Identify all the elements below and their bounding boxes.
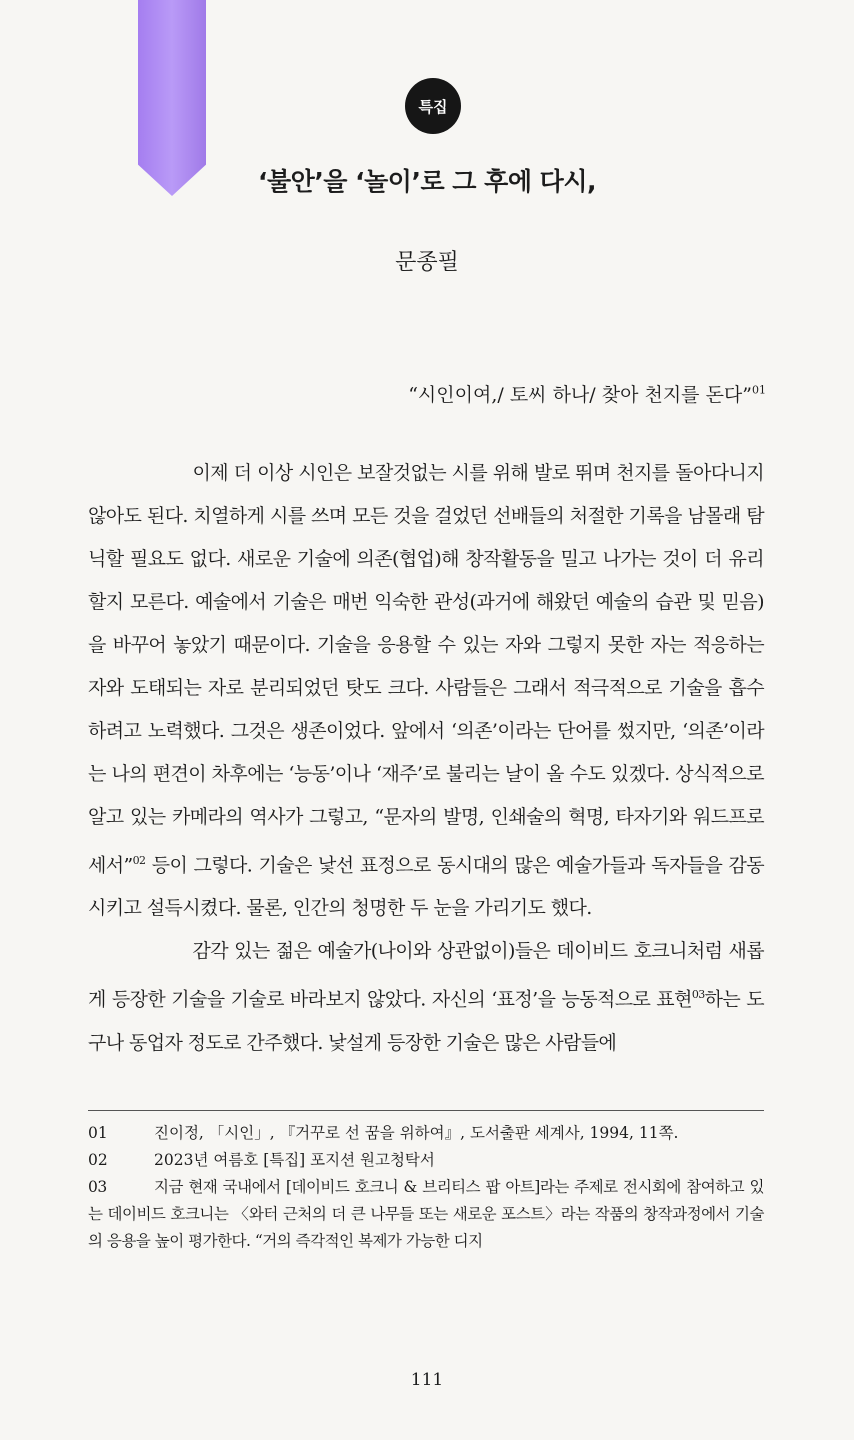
footnote-03	[88, 1174, 764, 1255]
footnotes	[88, 1120, 764, 1255]
page-number: 111	[410, 1370, 444, 1390]
footnote-number: 03	[88, 1178, 107, 1196]
paragraph-1	[88, 452, 764, 930]
footnote-01	[88, 1120, 764, 1147]
paragraph-2	[88, 930, 764, 1064]
footnote-divider	[88, 1110, 764, 1111]
footnote-ref-03: 03	[691, 988, 705, 1002]
footnote-ref-02: 02	[132, 854, 146, 867]
paragraph-2-text: 감각 있는 젊은 예술가(나이와 상관없이)들은 데이비드 호크니처럼 새롭게 등장한 기술을 기술로 바라보지 않았다. 자신의 ‘표정’을 능동적으로 표현	[88, 940, 764, 1011]
footnote-text: 2023년 여름호 [특집] 포지션 원고청탁서	[154, 1151, 435, 1169]
footnote-number: 02	[88, 1151, 108, 1169]
footnote-text: 진이정, 「시인」, 『거꾸로 선 꿈을 위하여』, 도서출판 세계사, 1994, 11쪽.	[154, 1124, 679, 1142]
author-name: 문종필	[395, 250, 459, 275]
epigraph-text: “시인이여,/ 토씨 하나/ 찾아 천지를 돈다”	[408, 384, 752, 406]
footnote-02	[88, 1147, 764, 1174]
paragraph-2-tail: 하는 도구나 동업자 정도로 간주했다. 낯설게 등장한 기술은 많은 사람들에	[88, 988, 765, 1054]
paragraph-1-tail: 등이 그렇다. 기술은 낯선 표정으로 동시대의 많은 예술가들과 독자들을 감동시키고 설득시켰다. 물론, 인간의 청명한 두 눈을 가리기도 했다.	[88, 854, 764, 920]
article-title: ‘불안’을 ‘놀이’로 그 후에 다시,	[258, 167, 596, 196]
footnote-ref-01: 01	[752, 383, 766, 397]
epigraph	[408, 380, 766, 407]
section-badge: 특집	[405, 78, 461, 134]
footnote-text: 지금 현재 국내에서 [데이비드 호크니 & 브리티스 팝 아트]라는 주제로 전시회에 참여하고 있는 데이비드 호크니는 〈와터 근처의 더 큰 나무들 또는 새로운 포스트〉라는 작품의 창작과정에서 기술의 응용을 높이 평가한다. “거의 즉각적인 복제가 가능한 디지	[88, 1178, 764, 1250]
paragraph-1-text: 이제 더 이상 시인은 보잘것없는 시를 위해 발로 뛰며 천지를 돌아다니지 않아도 된다. 치열하게 시를 쓰며 모든 것을 걸었던 선배들의 처절한 기록을 남몰래 탐닉할 필요도 없다. 새로운 기술에 의존(협업)해 창작활동을 밀고 나가는 것이 더 유리할지 모른다. 예술에서 기술은 매번 익숙한 관성(과거에 해왔던 예술의 습관 및 믿음)을 바꾸어 놓았기 때문이다. 기술을 응용할 수 있는 자와 그렇지 못한 자는 적응하는 자와 도태되는 자로 분리되었던 탓도 크다. 사람들은 그래서 적극적으로 기술을 흡수하려고 노력했다. 그것은 생존이었다. 앞에서 ‘의존’이라는 단어를 썼지만, ‘의존’이라는 나의 편견이 차후에는 ‘능동’이나 ‘재주’로 불리는 날이 올 수도 있겠다. 상식적으로 알고 있는 카메라의 역사가 그렇고, “문자의 발명, 인쇄술의 혁명, 타자기와 워드프로세서”	[88, 462, 764, 877]
footnote-number: 01	[88, 1124, 108, 1142]
article-body	[88, 452, 764, 1065]
